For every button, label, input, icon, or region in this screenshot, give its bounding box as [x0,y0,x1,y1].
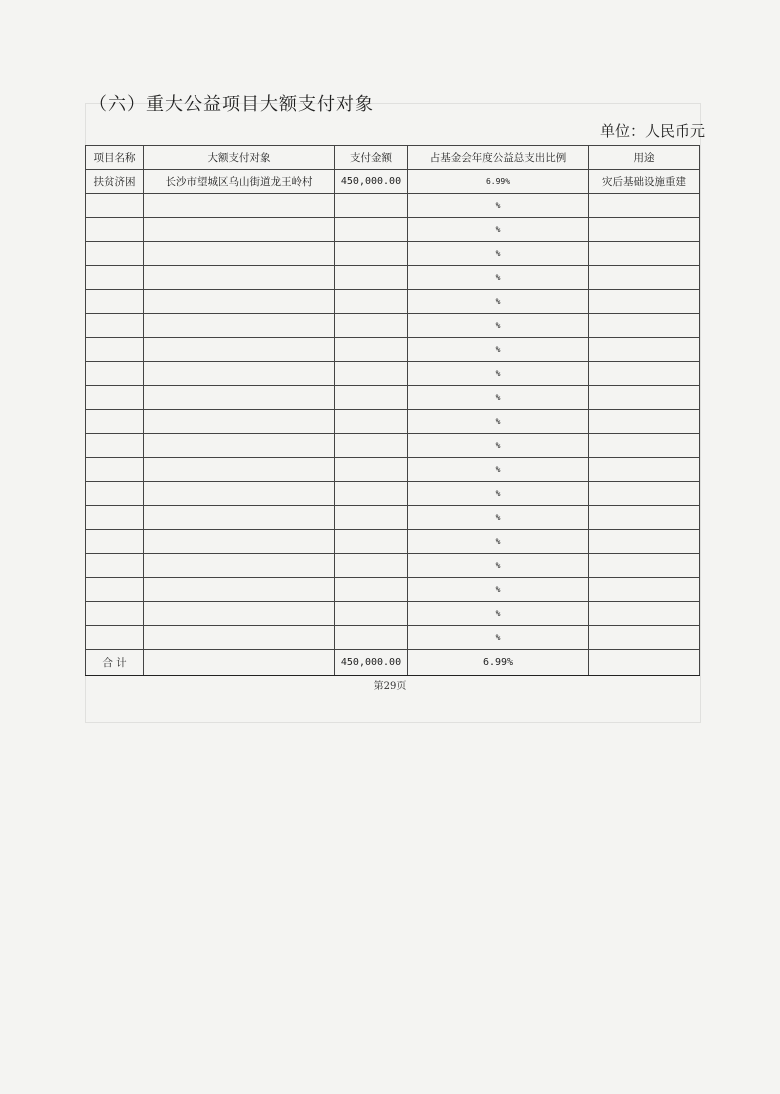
cell-project [86,602,144,626]
cell-ratio: % [408,554,589,578]
currency-unit-label: 单位：人民币元 [600,122,706,140]
cell-project [86,554,144,578]
cell-payee [144,434,335,458]
cell-purpose [589,602,700,626]
cell-amount [335,314,408,338]
cell-project [86,194,144,218]
cell-purpose [589,314,700,338]
cell-amount [335,362,408,386]
table-row [86,362,700,386]
cell-ratio: % [408,266,589,290]
cell-amount [335,290,408,314]
total-label: 合 计 [86,650,144,676]
table-row [86,386,700,410]
cell-project [86,626,144,650]
cell-purpose [589,626,700,650]
cell-payee [144,338,335,362]
cell-amount [335,218,408,242]
cell-project [86,362,144,386]
cell-amount [335,602,408,626]
table-row [86,218,700,242]
cell-purpose [589,530,700,554]
cell-amount [335,578,408,602]
cell-project [86,218,144,242]
cell-amount [335,482,408,506]
cell-amount: 450,000.00 [335,170,408,194]
cell-payee [144,386,335,410]
cell-project [86,290,144,314]
table-row [86,338,700,362]
cell-project [86,506,144,530]
page-number: 第29页 [373,681,407,692]
cell-purpose [589,290,700,314]
total-amount: 450,000.00 [335,650,408,676]
table-row [86,530,700,554]
header-project: 项目名称 [86,146,144,170]
cell-project [86,266,144,290]
cell-purpose: 灾后基础设施重建 [589,170,700,194]
cell-project [86,338,144,362]
cell-purpose [589,458,700,482]
cell-payee [144,602,335,626]
cell-ratio: % [408,482,589,506]
cell-payee [144,410,335,434]
cell-ratio: % [408,626,589,650]
table-row [86,578,700,602]
cell-amount [335,506,408,530]
cell-purpose [589,266,700,290]
cell-project [86,242,144,266]
table-row [86,194,700,218]
table-row [86,482,700,506]
cell-ratio: % [408,530,589,554]
table-row [86,554,700,578]
cell-payee [144,458,335,482]
cell-payee [144,578,335,602]
cell-payee [144,218,335,242]
cell-ratio: % [408,242,589,266]
cell-ratio: % [408,410,589,434]
cell-purpose [589,506,700,530]
cell-payee [144,242,335,266]
header-payee: 大额支付对象 [144,146,335,170]
total-ratio: 6.99% [408,650,589,676]
cell-amount [335,530,408,554]
cell-payee [144,266,335,290]
cell-amount [335,266,408,290]
cell-purpose [589,410,700,434]
cell-purpose [589,218,700,242]
cell-project [86,386,144,410]
cell-ratio: % [408,362,589,386]
table-row [86,506,700,530]
cell-payee [144,482,335,506]
cell-ratio: % [408,290,589,314]
cell-amount [335,410,408,434]
cell-payee: 长沙市望城区乌山街道龙王岭村 [144,170,335,194]
cell-project [86,458,144,482]
cell-purpose [589,362,700,386]
total-payee-empty [144,650,335,676]
table-row [86,170,700,194]
header-amount: 支付金额 [335,146,408,170]
cell-project: 扶贫济困 [86,170,144,194]
cell-purpose [589,242,700,266]
cell-purpose [589,386,700,410]
cell-purpose [589,194,700,218]
table-row [86,410,700,434]
cell-amount [335,458,408,482]
cell-purpose [589,554,700,578]
cell-amount [335,338,408,362]
cell-project [86,410,144,434]
cell-ratio: % [408,458,589,482]
header-purpose: 用途 [589,146,700,170]
cell-project [86,434,144,458]
cell-ratio: % [408,218,589,242]
section-heading: （六）重大公益项目大额支付对象 [89,94,374,115]
cell-ratio: % [408,338,589,362]
cell-payee [144,530,335,554]
cell-amount [335,554,408,578]
header-ratio: 占基金会年度公益总支出比例 [408,146,589,170]
cell-amount [335,194,408,218]
cell-ratio: % [408,194,589,218]
table-row [86,314,700,338]
payment-table [85,145,700,676]
cell-payee [144,194,335,218]
cell-purpose [589,434,700,458]
table-row [86,626,700,650]
cell-ratio: % [408,434,589,458]
cell-project [86,530,144,554]
cell-payee [144,314,335,338]
cell-ratio: % [408,386,589,410]
cell-ratio: 6.99% [408,170,589,194]
cell-ratio: % [408,602,589,626]
total-purpose-empty [589,650,700,676]
cell-amount [335,626,408,650]
cell-purpose [589,578,700,602]
table-row [86,266,700,290]
table-row [86,458,700,482]
cell-payee [144,506,335,530]
cell-amount [335,242,408,266]
cell-purpose [589,338,700,362]
table-row [86,290,700,314]
table-header-row [86,146,700,170]
table-total-row [86,650,700,676]
cell-payee [144,362,335,386]
cell-purpose [589,482,700,506]
cell-ratio: % [408,506,589,530]
table-row [86,434,700,458]
table-row [86,602,700,626]
cell-payee [144,290,335,314]
cell-ratio: % [408,314,589,338]
cell-project [86,482,144,506]
cell-payee [144,554,335,578]
cell-ratio: % [408,578,589,602]
cell-project [86,314,144,338]
table-row [86,242,700,266]
cell-amount [335,386,408,410]
cell-payee [144,626,335,650]
cell-project [86,578,144,602]
cell-amount [335,434,408,458]
